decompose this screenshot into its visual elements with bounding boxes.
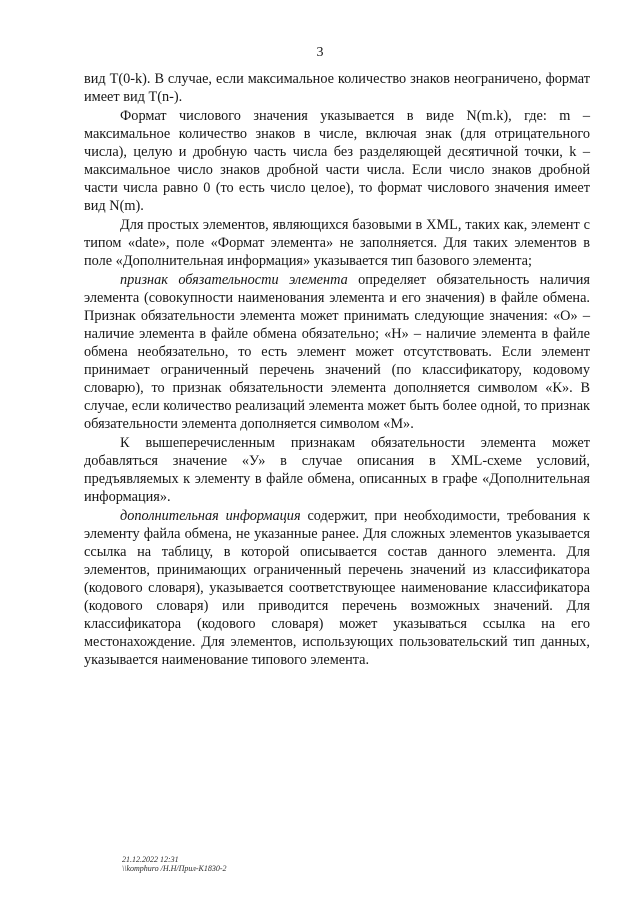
footer-timestamp: 21.12.2022 12:31 [122,855,179,864]
footer-file-path: \\komphuro /Н.Н/Прил-K1830-2 [122,864,227,873]
paragraph-required-attribute-text: определяет обязательность наличия элемента (совокупности наименования элемента и его значения) в файле обмена. Признак обязательности элемента может принимать следующие значения: «О» – наличие элемента в файле обмена обязательно; «Н» – наличие элемента в файле обмена необязательно, то есть элемент может отсутствовать. Если элемент принимает ограниченный перечень значений (по классификатору, кодовому словарю), то признак обязательности элемента дополняется символом «К». В случае, если количество реализаций элемента может быть более одной, то признак обязательности элемента дополняется символом «М». [84,272,590,432]
page-number: 3 [316,45,324,60]
term-required-attribute: признак обязательности элемента [120,272,348,288]
document-footer [122,855,227,873]
paragraph-additional-info [84,507,590,669]
paragraph-base-xml-types: Для простых элементов, являющихся базовыми в XML, таких как, элемент с типом «date», поле «Формат элемента» не заполняется. Для таких элементов в поле «Дополнительная информация» указывается тип базового элемента; [84,217,590,269]
term-additional-info: дополнительная информация [120,508,301,524]
paragraph-additional-info-text: содержит, при необходимости, требования к элементу файла обмена, не указанные ранее. Для сложных элементов указывается ссылка на таблицу, в которой описывается состав данного элемента. Для элементов, принимающих ограниченный перечень значений из классификатора (кодового словаря), указывается соответствующее наименование классификатора (кодового словаря) или приводится перечень возможных значений. Для классификатора (кодового словаря) может указываться ссылка на его местонахождение. Для элементов, использующих пользовательский тип данных, указывается наименование типового элемента. [84,508,590,668]
paragraph-required-attribute [84,271,590,433]
paragraph-numeric-format: Формат числового значения указывается в виде N(m.k), где: m – максимальное количество знаков в числе, включая знак (для отрицательного числа), целую и дробную часть числа без разделяющей десятичной точки, k – максимальное число знаков дробной части числа. Если число знаков дробной части числа равно 0 (то есть число целое), то формат числового значения имеет вид N(m). [84,108,590,214]
document-body [84,70,590,669]
paragraph-condition-value: К вышеперечисленным признакам обязательности элемента может добавляться значение «У» в случае описания в XML-схеме условий, предъявляемых к элементу в файле обмена, описанных в графе «Дополнительная информация». [84,435,590,505]
paragraph-text-format-end: вид T(0-k). В случае, если максимальное количество знаков неограничено, формат имеет вид T(n-). [84,71,590,105]
